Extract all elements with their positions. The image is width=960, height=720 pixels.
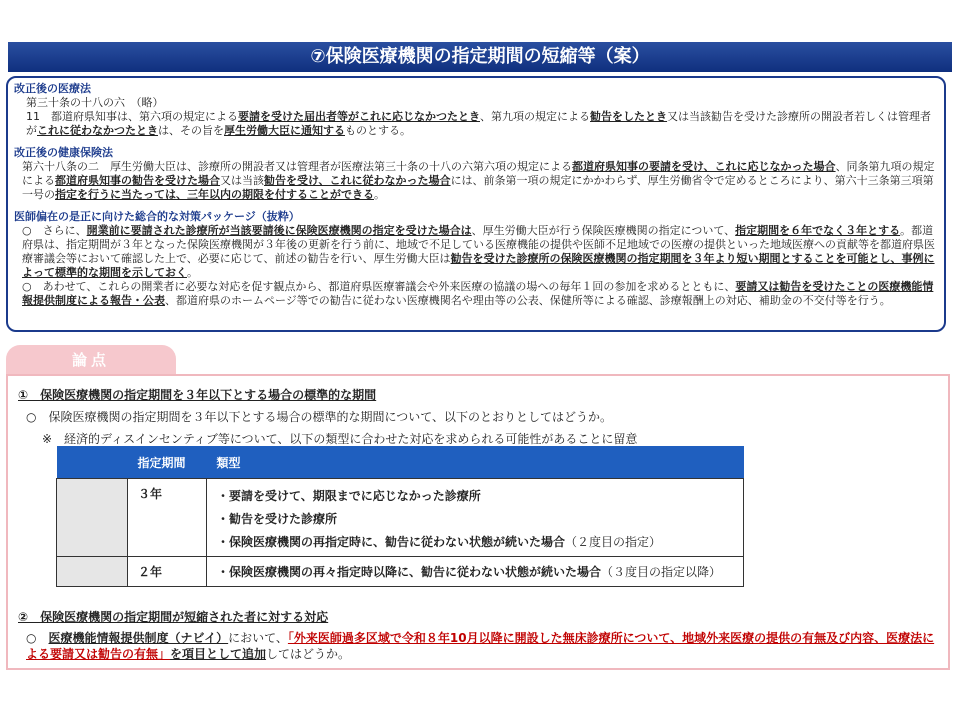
ronten-item-2: ○ 医療機能情報提供制度（ナビイ）において、「外来医師過多区域で令和８年10月以降に開設した無床診療所について、地域外来医療の提供の有無及び内容、医療法による要請又は勧告の有無」を項目として追加してはどうか。 — [26, 631, 935, 661]
ronten-tab: 論点 — [6, 345, 176, 375]
header-period: 指定期間 — [128, 446, 207, 479]
period-cell: ３年 — [128, 479, 207, 557]
ronten-heading-1: ① 保険医療機関の指定期間を３年以下とする場合の標準的な期間 — [18, 388, 377, 402]
header-type: 類型 — [207, 446, 744, 479]
ronten-note: ※ 経済的ディスインセンティブ等について、以下の類型に合わせた対応を求められる可能性があることに留意 — [42, 432, 638, 446]
section-heading-health-insurance-law: 改正後の健康保険法 — [14, 146, 113, 159]
period-table — [56, 446, 744, 587]
period-cell: ２年 — [128, 557, 207, 587]
section-heading-medical-law: 改正後の医療法 — [14, 82, 91, 95]
law-paragraph-11: 11 都道府県知事は、第六項の規定による要請を受けた届出者等がこれに応じなかつたとき、第九項の規定による勧告をしたとき又は当該勧告を受けた診療所の開設者若しくは管理者がこれに従わなかつたときは、その旨を厚生労働大臣に通知するものとする。 — [26, 110, 931, 137]
law-article-68-2: 第六十八条の二 厚生労働大臣は、診療所の開設者又は管理者が医療法第三十条の十八の六第六項の規定による都道府県知事の要請を受け、これに応じなかった場合、同条第九項の規定による都道府県知事の勧告を受けた場合又は当該勧告を受け、これに従わなかった場合には、前条第一項の規定にかかわらず、厚生労働省令で定めるところにより、第六十三条第三項第一号の指定を行うに当たっては、三年以内の期限を付することができる。 — [22, 160, 935, 201]
type-cell: ・保険医療機関の再々指定時以降に、勧告に従わない状態が続いた場合（３度目の指定以降） — [207, 557, 744, 587]
page-title: ⑦保険医療機関の指定期間の短縮等（案） — [8, 42, 952, 72]
ronten-item-1a: ○ 保険医療機関の指定期間を３年以下とする場合の標準的な期間について、以下のとおりとしてはどうか。 — [26, 410, 612, 424]
law-article: 第三十条の十八の六 （略） — [26, 96, 164, 109]
table-row — [57, 479, 744, 557]
law-excerpt-box — [6, 76, 946, 332]
package-item-1: ○ さらに、開業前に要請された診療所が当該要請後に保険医療機関の指定を受けた場合は、厚生労働大臣が行う保険医療機関の指定について、指定期間を６年でなく３年とする。都道府県は、指定期間が３年となった保険医療機関が３年後の更新を行う前に、地域で不足している医療機能の提供や医師不足地域での医療の提供といった地域医療への貢献等を都道府県医療審議会等において確認した上で、必要に応じて、前述の勧告を行い、厚生労働大臣は勧告を受けた診療所の保険医療機関の指定期間を３年より短い期間とすることを可能とし、事例によって標準的な期間を示しておく。 — [22, 224, 935, 279]
ronten-heading-2: ② 保険医療機関の指定期間が短縮された者に対する対応 — [18, 610, 329, 624]
package-item-2: ○ あわせて、これらの開業者に必要な対応を促す観点から、都道府県医療審議会や外来医療の協議の場への毎年１回の参加を求めるとともに、要請又は勧告を受けたことの医療機能情報提供制度による報告・公表、都道府県のホームページ等での勧告に従わない医療機関名や理由等の公表、保健所等による確認、診療報酬上の対応、補助金の不交付等を行う。 — [22, 280, 934, 307]
type-cell: ・要請を受けて、期限までに応じなかった診療所 ・勧告を受けた診療所 ・保険医療機関の再指定時に、勧告に従わない状態が続いた場合（２度目の指定） — [207, 479, 744, 557]
section-heading-package: 医師偏在の是正に向けた総合的な対策パッケージ（抜粋） — [14, 210, 300, 223]
table-row — [57, 557, 744, 587]
